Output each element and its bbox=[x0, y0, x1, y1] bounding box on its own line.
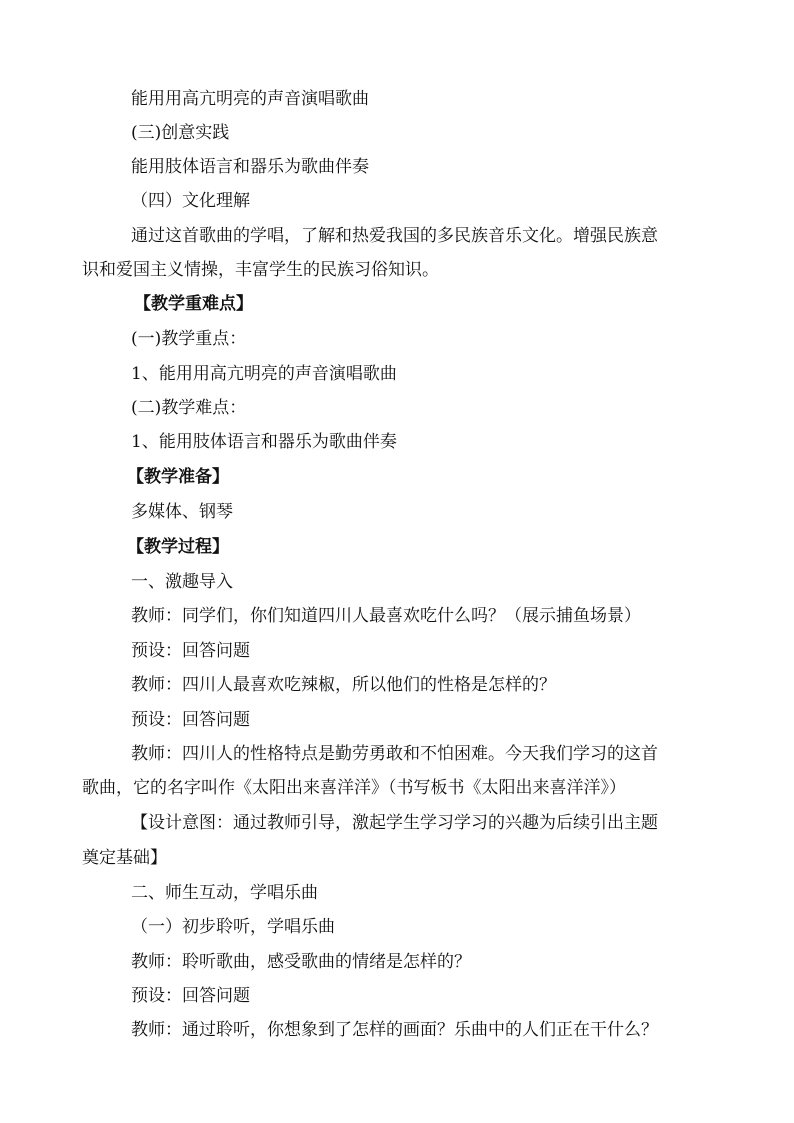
text-line: 教师：聆听歌曲，感受歌曲的情绪是怎样的？ bbox=[131, 952, 471, 972]
text-line: 一、激趣导入 bbox=[131, 572, 233, 592]
text-line: 预设：回答问题 bbox=[131, 986, 250, 1006]
text-line: 能用用高亢明亮的声音演唱歌曲 bbox=[131, 89, 369, 109]
text-line: 通过这首歌曲的学唱，了解和热爱我国的多民族音乐文化。增强民族意 bbox=[131, 226, 658, 246]
text-line: 预设：回答问题 bbox=[131, 710, 250, 730]
text-line: 教师：同学们，你们知道四川人最喜欢吃什么吗？（展示捕鱼场景） bbox=[131, 606, 641, 626]
text-line: 1、能用用高亢明亮的声音演唱歌曲 bbox=[131, 364, 397, 384]
text-line: 多媒体、钢琴 bbox=[131, 502, 233, 522]
text-line: 歌曲，它的名字叫作《太阳出来喜洋洋》（书写板书《太阳出来喜洋洋》） bbox=[82, 778, 626, 798]
text-line: 教师：四川人最喜欢吃辣椒，所以他们的性格是怎样的？ bbox=[131, 675, 556, 695]
text-line: (一)教学重点： bbox=[131, 329, 247, 349]
text-line: 教师：四川人的性格特点是勤劳勇敢和不怕困难。今天我们学习的这首 bbox=[131, 744, 658, 764]
text-line: 二、师生互动，学唱乐曲 bbox=[131, 883, 318, 903]
text-line: 教师：通过聆听，你想象到了怎样的画面？乐曲中的人们正在干什么？ bbox=[131, 1020, 658, 1040]
section-heading: 【教学准备】 bbox=[127, 467, 229, 487]
text-line: 1、能用肢体语言和器乐为歌曲伴奏 bbox=[131, 432, 397, 452]
text-line: 【设计意图：通过教师引导，激起学生学习学习的兴趣为后续引出主题 bbox=[131, 813, 658, 833]
text-line: 能用肢体语言和器乐为歌曲伴奏 bbox=[131, 157, 369, 177]
text-line: 识和爱国主义情操，丰富学生的民族习俗知识。 bbox=[82, 260, 439, 280]
text-line: (二)教学难点： bbox=[131, 398, 247, 418]
text-line: （四）文化理解 bbox=[131, 191, 250, 211]
text-line: 预设：回答问题 bbox=[131, 641, 250, 661]
section-heading: 【教学重难点】 bbox=[134, 294, 253, 314]
text-line: （一）初步聆听，学唱乐曲 bbox=[131, 917, 335, 937]
section-heading: 【教学过程】 bbox=[127, 537, 229, 557]
text-line: 奠定基础】 bbox=[82, 848, 167, 868]
text-line: (三)创意实践 bbox=[131, 123, 230, 143]
